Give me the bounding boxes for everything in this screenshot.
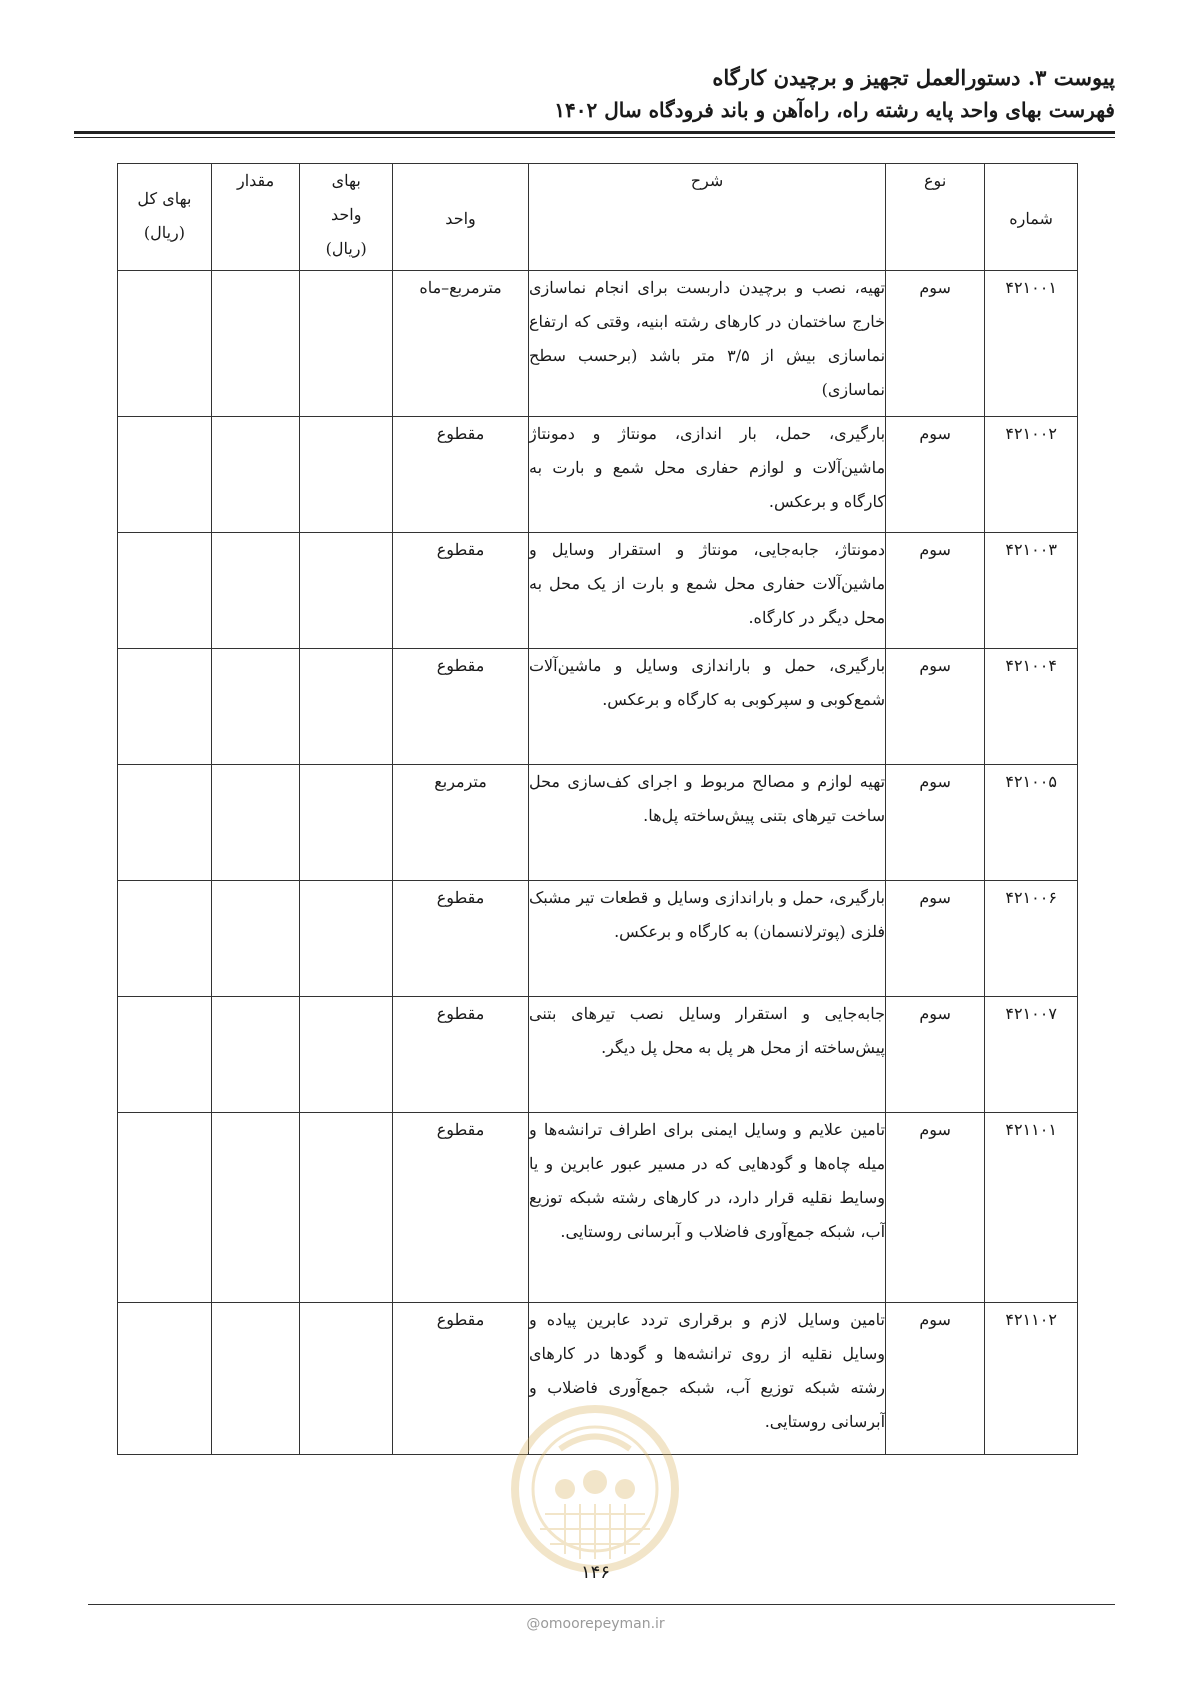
- row-code: ۴۲۱۰۰۳: [985, 533, 1078, 649]
- row-unit-price: [300, 271, 393, 417]
- row-unit-price: [300, 765, 393, 881]
- row-desc: بارگیری، حمل و باراندازی وسایل و قطعات تیر مشبک فلزی (پوترلانسمان) به کارگاه و برعکس.: [528, 881, 885, 997]
- row-unit-price: [300, 649, 393, 765]
- row-total: [118, 649, 212, 765]
- row-unit: مترمربع: [393, 765, 529, 881]
- row-desc: تهیه لوازم و مصالح مربوط و اجرای کف‌سازی محل ساخت تیرهای بتنی پیش‌ساخته پل‌ها.: [528, 765, 885, 881]
- row-unit-price: [300, 881, 393, 997]
- header-number: شماره: [985, 164, 1078, 271]
- header-type: نوع: [886, 164, 985, 271]
- table-row: [118, 417, 1078, 533]
- row-unit: مقطوع: [393, 533, 529, 649]
- header-total: [118, 164, 212, 271]
- footer-website: @omoorepeyman.ir: [526, 1616, 665, 1632]
- row-type: سوم: [886, 271, 985, 417]
- page-header: [76, 62, 1115, 126]
- table-row: [118, 649, 1078, 765]
- table-row: [118, 533, 1078, 649]
- price-list-table: [117, 163, 1078, 1455]
- header-total-line2: (ریال): [143, 223, 186, 242]
- header-rule-thin: [74, 137, 1115, 138]
- header-unit-price-line2: واحد: [330, 205, 362, 224]
- header-unit: واحد: [393, 164, 529, 271]
- row-qty: [211, 533, 299, 649]
- page-number: ۱۴۶: [580, 1562, 610, 1583]
- row-desc: بارگیری، حمل، بار اندازی، مونتاژ و دمونتاژ ماشین‌آلات و لوازم حفاری محل شمع و بارت به کارگاه و برعکس.: [528, 417, 885, 533]
- row-type: سوم: [886, 997, 985, 1113]
- row-qty: [211, 649, 299, 765]
- row-unit-price: [300, 1303, 393, 1455]
- row-total: [118, 1113, 212, 1303]
- row-qty: [211, 1303, 299, 1455]
- row-unit: مقطوع: [393, 649, 529, 765]
- table-row: [118, 765, 1078, 881]
- row-unit: مقطوع: [393, 417, 529, 533]
- row-unit: مقطوع: [393, 881, 529, 997]
- row-type: سوم: [886, 1113, 985, 1303]
- row-unit: مترمربع–ماه: [393, 271, 529, 417]
- row-unit: مقطوع: [393, 997, 529, 1113]
- header-subtitle: فهرست بهای واحد پایه رشته راه، راه‌آهن و باند فرودگاه سال ۱۴۰۲: [554, 98, 1115, 122]
- table-row: [118, 997, 1078, 1113]
- row-unit-price: [300, 533, 393, 649]
- header-unit-price-line1: بهای: [331, 171, 361, 190]
- row-code: ۴۲۱۰۰۵: [985, 765, 1078, 881]
- row-qty: [211, 765, 299, 881]
- table-row: [118, 881, 1078, 997]
- row-type: سوم: [886, 417, 985, 533]
- footer-rule: [88, 1604, 1115, 1605]
- row-type: سوم: [886, 649, 985, 765]
- row-total: [118, 881, 212, 997]
- row-total: [118, 271, 212, 417]
- row-unit: مقطوع: [393, 1303, 529, 1455]
- row-total: [118, 765, 212, 881]
- row-code: ۴۲۱۰۰۷: [985, 997, 1078, 1113]
- row-type: سوم: [886, 1303, 985, 1455]
- row-code: ۴۲۱۱۰۱: [985, 1113, 1078, 1303]
- row-type: سوم: [886, 533, 985, 649]
- row-desc: دمونتاژ، جابه‌جایی، مونتاژ و استقرار وسایل و ماشین‌آلات حفاری محل شمع و بارت از یک محل به محل دیگر در کارگاه.: [528, 533, 885, 649]
- row-total: [118, 533, 212, 649]
- table-row: [118, 1113, 1078, 1303]
- row-total: [118, 1303, 212, 1455]
- row-desc: جابه‌جایی و استقرار وسایل نصب تیرهای بتنی پیش‌ساخته از محل هر پل به محل پل دیگر.: [528, 997, 885, 1113]
- row-code: ۴۲۱۱۰۲: [985, 1303, 1078, 1455]
- row-unit-price: [300, 417, 393, 533]
- row-desc: تامین وسایل لازم و برقراری تردد عابرین پیاده و وسایل نقلیه از روی ترانشه‌ها و گودها در کارهای رشته شبکه توزیع آب، شبکه جمع‌آوری فاضلاب و آبرسانی روستایی.: [528, 1303, 885, 1455]
- header-total-line1: بهای کل: [137, 189, 192, 208]
- row-qty: [211, 271, 299, 417]
- row-qty: [211, 417, 299, 533]
- header-title: پیوست ۳. دستورالعمل تجهیز و برچیدن کارگاه: [712, 65, 1115, 90]
- row-qty: [211, 997, 299, 1113]
- row-total: [118, 417, 212, 533]
- row-unit-price: [300, 997, 393, 1113]
- row-qty: [211, 1113, 299, 1303]
- table-row: [118, 271, 1078, 417]
- table-header-row: [118, 164, 1078, 271]
- watermark-logo-icon: [510, 1404, 680, 1574]
- row-type: سوم: [886, 881, 985, 997]
- row-desc: بارگیری، حمل و باراندازی وسایل و ماشین‌آلات شمع‌کوبی و سپرکوبی به کارگاه و برعکس.: [528, 649, 885, 765]
- header-desc: شرح: [528, 164, 885, 271]
- row-desc: تهیه، نصب و برچیدن داربست برای انجام نماسازی خارج ساختمان در کارهای رشته ابنیه، وقتی که ارتفاع نماسازی بیش از ۳/۵ متر باشد (برحسب سطح نماسازی): [528, 271, 885, 417]
- row-code: ۴۲۱۰۰۲: [985, 417, 1078, 533]
- row-total: [118, 997, 212, 1113]
- row-code: ۴۲۱۰۰۱: [985, 271, 1078, 417]
- row-type: سوم: [886, 765, 985, 881]
- header-rule-thick: [74, 131, 1115, 134]
- row-unit: مقطوع: [393, 1113, 529, 1303]
- row-code: ۴۲۱۰۰۴: [985, 649, 1078, 765]
- header-unit-price: [300, 164, 393, 271]
- header-unit-price-line3: (ریال): [325, 239, 367, 258]
- header-qty: مقدار: [211, 164, 299, 271]
- row-unit-price: [300, 1113, 393, 1303]
- row-qty: [211, 881, 299, 997]
- row-code: ۴۲۱۰۰۶: [985, 881, 1078, 997]
- row-desc: تامین علایم و وسایل ایمنی برای اطراف ترانشه‌ها و میله چاه‌ها و گودهایی که در مسیر عبور عابرین و یا وسایط نقلیه قرار دارد، در کارهای رشته شبکه توزیع آب، شبکه جمع‌آوری فاضلاب و آبرسانی روستایی.: [528, 1113, 885, 1303]
